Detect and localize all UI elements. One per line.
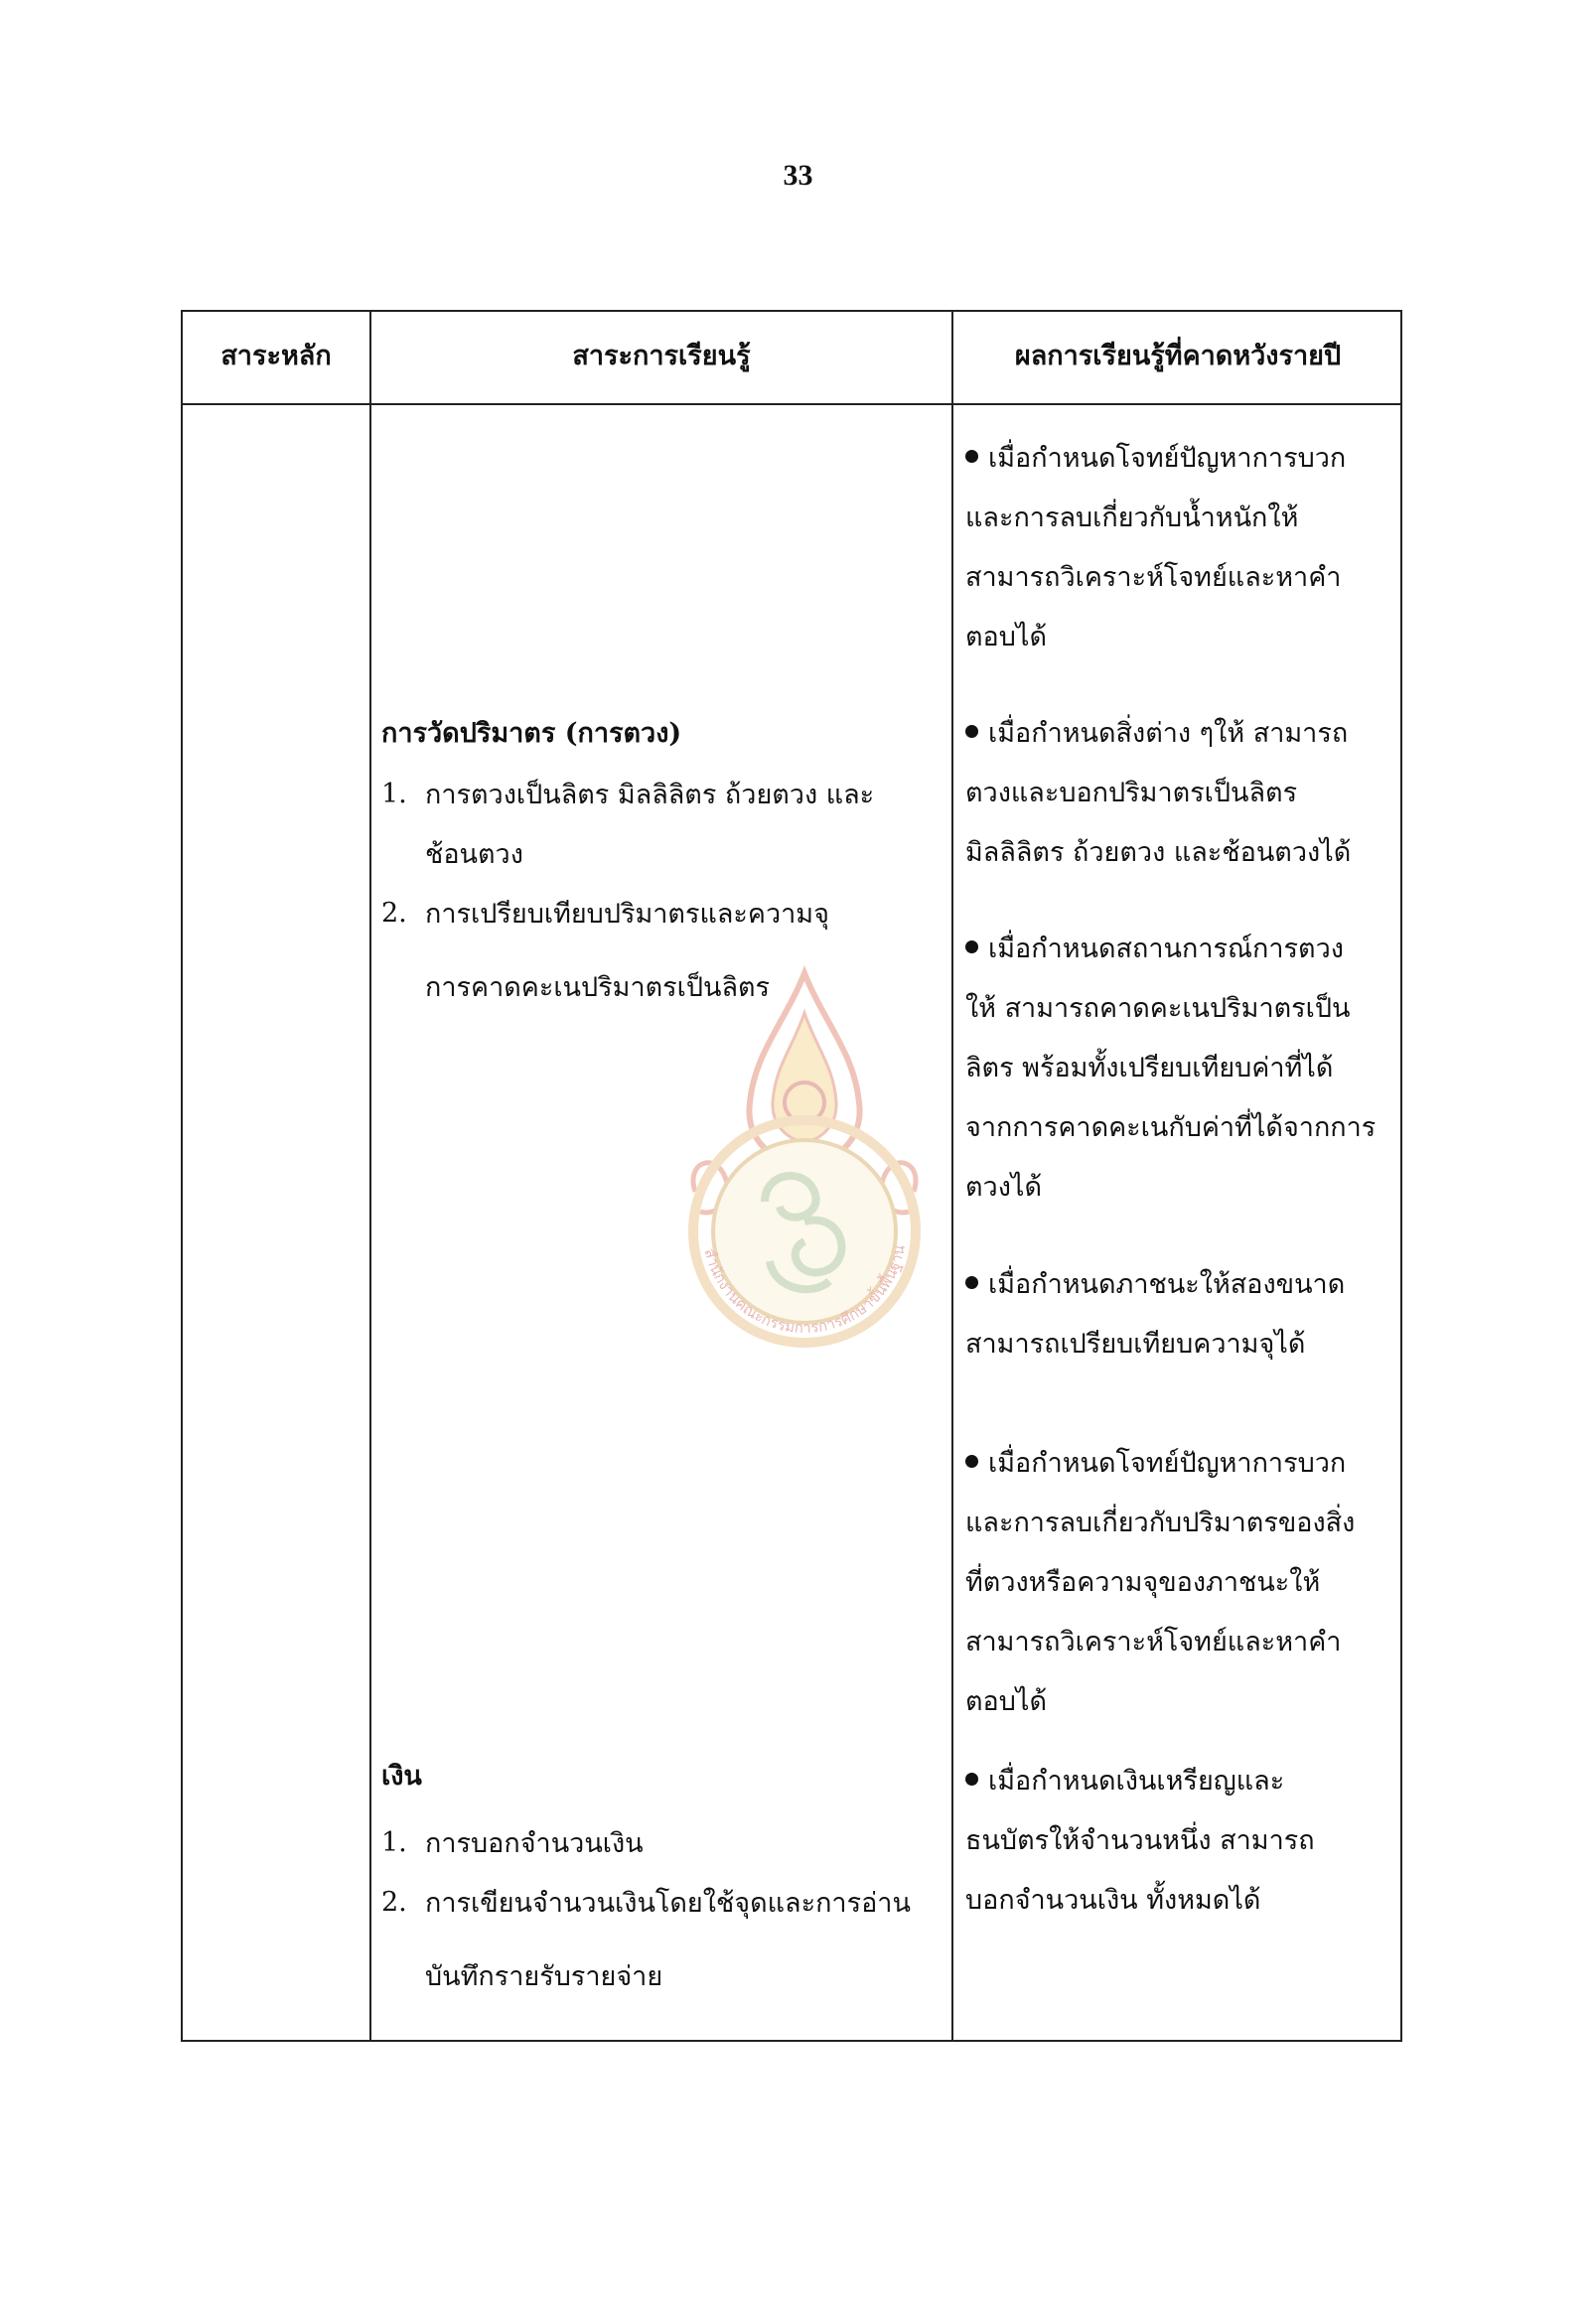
list-item: [381, 1874, 942, 2007]
outcome-item: [965, 429, 1407, 667]
outcome-line: เมื่อกำหนดโจทย์ปัญหาการบวก: [988, 1448, 1347, 1479]
outcome-line: เมื่อกำหนดโจทย์ปัญหาการบวก: [988, 443, 1347, 474]
page-number: 33: [783, 159, 813, 192]
outcome-line: และการลบเกี่ยวกับน้ำหนักให้: [965, 503, 1299, 533]
outcome-line: บอกจำนวนเงิน ทั้งหมดได้: [965, 1885, 1261, 1916]
outcome-line: สามารถวิเคราะห์โจทย์และหาคำ: [965, 562, 1342, 593]
item-text-line: บันทึกรายรับรายจ่าย: [425, 1961, 663, 1992]
outcome-line: เมื่อกำหนดภาชนะให้สองขนาด: [988, 1269, 1346, 1300]
section-title: การวัดปริมาตร (การตวง): [381, 718, 682, 749]
bullet-icon: [965, 725, 978, 738]
outcome-item: [965, 1752, 1407, 1931]
section-title: เงิน: [381, 1761, 422, 1792]
watermark-emblem: [655, 963, 953, 1361]
bullet-icon: [965, 1276, 978, 1289]
header-divider: [183, 403, 1400, 405]
outcome-item: [965, 1434, 1407, 1732]
outcome-line: เมื่อกำหนดสิ่งต่าง ๆให้ สามารถ: [988, 718, 1349, 749]
header-outcomes: ผลการเรียนรู้ที่คาดหวังรายปี: [1014, 341, 1342, 371]
outcome-line: และการลบเกี่ยวกับปริมาตรของสิ่ง: [965, 1508, 1356, 1538]
list-item: [381, 766, 942, 885]
outcome-line: ตวงและบอกปริมาตรเป็นลิตร: [965, 778, 1298, 808]
item-text-line: การตวงเป็นลิตร มิลลิลิตร ถ้วยตวง และ: [425, 780, 875, 810]
item-text-line: การเขียนจำนวนเงินโดยใช้จุดและการอ่าน: [425, 1888, 911, 1919]
item-number: 1.: [381, 779, 407, 809]
item-number: 2.: [381, 898, 407, 929]
bullet-icon: [965, 1773, 978, 1786]
outcome-line: ตอบได้: [965, 1686, 1048, 1717]
outcome-line: ให้ สามารถคาดคะเนปริมาตรเป็น: [965, 993, 1351, 1024]
bullet-icon: [965, 450, 978, 463]
header-core: สาระหลัก: [220, 341, 332, 371]
bullet-icon: [965, 1455, 978, 1468]
outcome-line: ตอบได้: [965, 622, 1048, 652]
outcome-line: ธนบัตรให้จำนวนหนึ่ง สามารถ: [965, 1825, 1315, 1856]
outcome-line: จากการคาดคะเนกับค่าที่ได้จากการ: [965, 1112, 1377, 1143]
watermark-ring-text: สำนักงานคณะกรรมการการศึกษาขั้นพื้นฐาน: [700, 1243, 909, 1338]
outcome-line: ตวงได้: [965, 1172, 1042, 1203]
header-content: สาระการเรียนรู้: [572, 341, 751, 371]
outcome-line: เมื่อกำหนดเงินเหรียญและ: [988, 1766, 1285, 1797]
bullet-icon: [965, 940, 978, 953]
outcome-item: [965, 920, 1407, 1218]
column-divider-1: [369, 312, 371, 2040]
outcome-line: มิลลิลิตร ถ้วยตวง และช้อนตวงได้: [965, 837, 1352, 868]
outcome-line: สามารถวิเคราะห์โจทย์และหาคำ: [965, 1627, 1342, 1657]
item-text-line: การบอกจำนวนเงิน: [425, 1828, 644, 1859]
item-number: 1.: [381, 1827, 407, 1858]
item-text-line: การคาดคะเนปริมาตรเป็นลิตร: [425, 972, 771, 1003]
list-item: [381, 1814, 942, 1874]
outcome-line: สามารถเปรียบเทียบความจุได้: [965, 1329, 1306, 1360]
item-text-line: การเปรียบเทียบปริมาตรและความจุ: [425, 899, 829, 930]
item-number: 2.: [381, 1887, 407, 1918]
outcome-item: [965, 704, 1407, 883]
outcome-line: ที่ตวงหรือความจุของภาชนะให้: [965, 1567, 1321, 1598]
outcome-line: เมื่อกำหนดสถานการณ์การตวง: [988, 934, 1344, 964]
outcome-item: [965, 1255, 1407, 1374]
content-section-money: [381, 1747, 942, 2007]
outcome-line: ลิตร พร้อมทั้งเปรียบเทียบค่าที่ได้: [965, 1053, 1334, 1083]
item-text-line: ช้อนตวง: [425, 839, 523, 870]
